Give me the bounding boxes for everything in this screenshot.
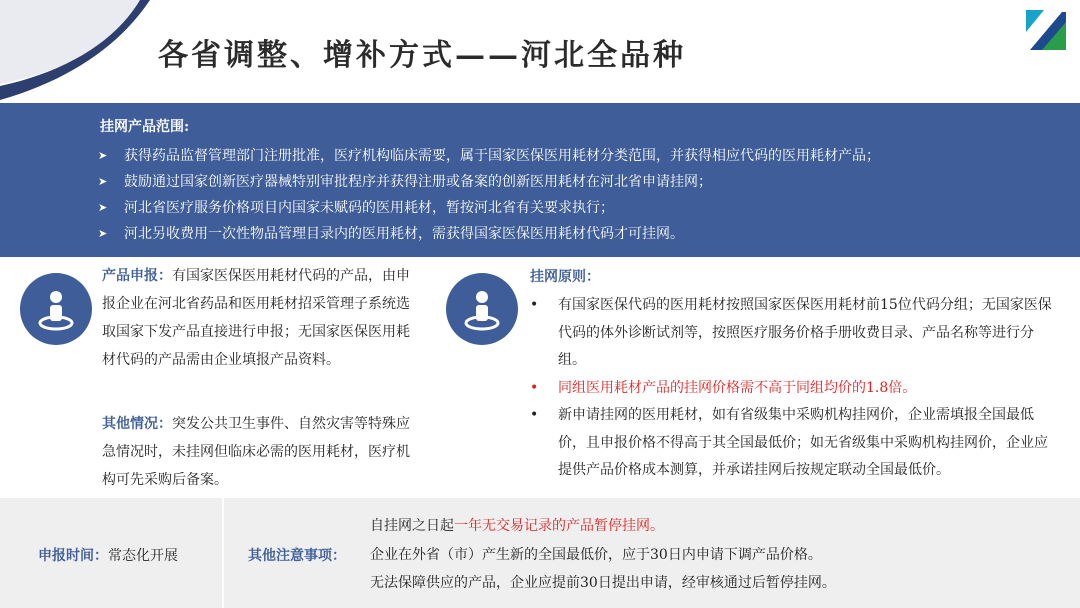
declare-label: 产品申报： xyxy=(102,268,172,284)
list-item xyxy=(528,292,1058,375)
list-item xyxy=(528,402,1058,485)
band-heading: 挂网产品范围: xyxy=(100,119,190,135)
declare-time xyxy=(38,545,178,565)
arrow-right-icon: ➤ xyxy=(98,227,108,240)
other-situation-block xyxy=(102,410,420,494)
listing-principle-heading: 挂网原则： xyxy=(530,269,600,285)
product-scope-band xyxy=(0,103,1080,257)
other-notes xyxy=(370,512,836,598)
declare-text: 有国家医保医用耗材代码的产品，由申报企业在河北省药品和医用耗材招采管理子系统选取国家下发产品直接进行申报；无国家医保医用耗材代码的产品需由企业填报产品资料。 xyxy=(102,268,410,368)
declare-time-value: 常态化开展 xyxy=(108,548,178,564)
arrow-right-icon: ➤ xyxy=(98,149,108,162)
other-notes-label: 其他注意事项： xyxy=(248,548,346,564)
scope-list xyxy=(98,143,880,247)
other-text: 突发公共卫生事件、自然灾害等特殊应急情况时，未挂网但临床必需的医用耗材，医疗机构可先采购后备案。 xyxy=(102,416,410,488)
note-line: 无法保障供应的产品，企业应提前30日提出申请，经审核通过后暂停挂网。 xyxy=(370,575,836,591)
principle-text-highlight: 同组医用耗材产品的挂网价格需不高于同组均价的1.8倍。 xyxy=(558,379,917,396)
declare-time-label: 申报时间： xyxy=(38,548,108,564)
list-item: ➤ 河北省医疗服务价格项目内国家未赋码的医用耗材，暂按河北省有关要求执行； xyxy=(98,195,880,221)
arrow-right-icon: ➤ xyxy=(98,201,108,214)
bullet-dot-icon: • xyxy=(530,407,539,423)
bullet-dot-icon: • xyxy=(530,379,539,396)
principle-text: 新申请挂网的医用耗材，如有省级集中采购机构挂网价，企业需填报全国最低价，且申报价格不得高于其全国最低价；如无省级集中采购机构挂网价，企业应提供产品价格成本测算，并承诺挂网后按规定联动全国最低价。 xyxy=(558,407,1048,478)
list-item xyxy=(528,375,1058,403)
footer-divider xyxy=(222,498,224,608)
person-on-platform-icon xyxy=(20,273,92,345)
principle-list xyxy=(528,292,1058,485)
bullet-dot-icon: • xyxy=(530,297,539,313)
other-label: 其他情况： xyxy=(102,416,172,432)
person-on-platform-icon xyxy=(446,273,518,345)
product-declare-block xyxy=(102,262,420,374)
arrow-right-icon: ➤ xyxy=(98,175,108,188)
list-item: ➤ 鼓励通过国家创新医疗器械特别审批程序并获得注册或备案的创新医用耗材在河北省申请挂网； xyxy=(98,169,880,195)
note-line: 自挂网之日起一年无交易记录的产品暂停挂网。 xyxy=(370,518,664,534)
page-title: 各省调整、增补方式——河北全品种 xyxy=(158,38,686,73)
footer-panel xyxy=(0,498,1080,608)
note-line: 企业在外省（市）产生新的全国最低价，应于30日内申请下调产品价格。 xyxy=(370,546,822,563)
brand-logo-icon xyxy=(1022,6,1070,54)
principle-text: 有国家医保代码的医用耗材按照国家医保医用耗材前15位代码分组；无国家医保代码的体外诊断试剂等，按照医疗服务价格手册收费目录、产品名称等进行分组。 xyxy=(558,297,1052,368)
list-item: ➤ 河北另收费用一次性物品管理目录内的医用耗材，需获得国家医保医用耗材代码才可挂网。 xyxy=(98,221,880,247)
list-item: ➤ 获得药品监督管理部门注册批准，医疗机构临床需要，属于国家医保医用耗材分类范围，并获得相应代码的医用耗材产品； xyxy=(98,143,880,169)
note-highlight: 一年无交易记录的产品暂停挂网。 xyxy=(454,518,664,534)
